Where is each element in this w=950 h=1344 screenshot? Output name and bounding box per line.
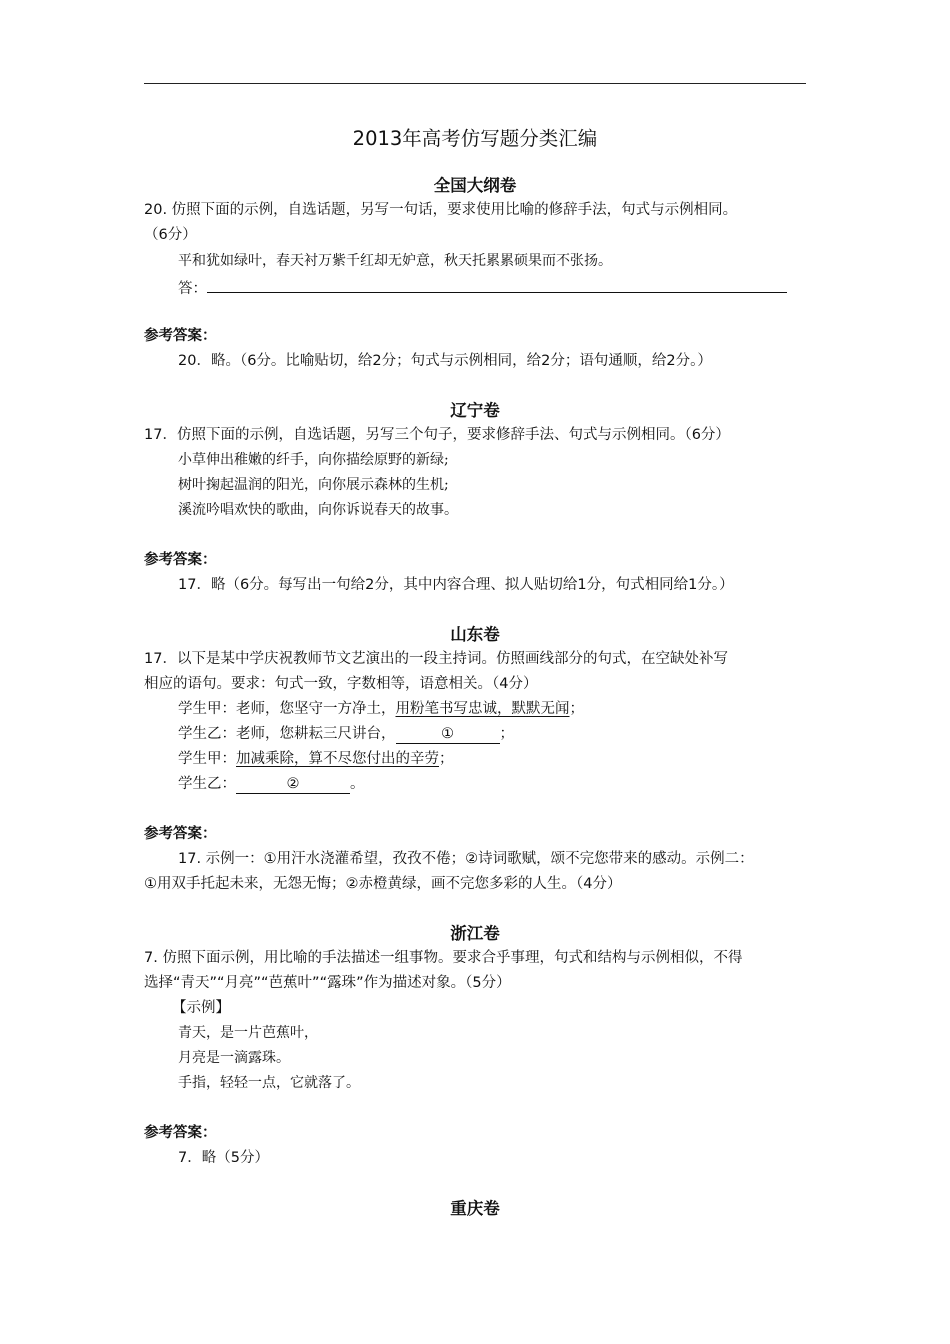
dialogue-line-2 bbox=[178, 726, 514, 744]
zhejiang-example-2: 月亮是一滴露珠。 bbox=[178, 1050, 290, 1066]
answer-20: 20．略。（6分。比喻贴切，给2分；句式与示例相同，给2分；语句通顺，给2分。） bbox=[178, 353, 712, 369]
punctuation: 。 bbox=[350, 776, 365, 792]
dialogue-text: 学生甲：老师，您坚守一方净土， bbox=[178, 701, 396, 717]
answer-heading: 参考答案： bbox=[144, 826, 217, 842]
dialogue-text: 学生乙：老师，您耕耘三尺讲台， bbox=[178, 726, 396, 742]
dialogue-line-3 bbox=[178, 751, 454, 768]
example-tag: 【示例】 bbox=[172, 1000, 230, 1016]
question-20-line1: 20. 仿照下面的示例，自选话题，另写一句话，要求使用比喻的修辞手法，句式与示例相同。 bbox=[144, 202, 738, 218]
liaoning-example-3: 溪流吟唱欢快的歌曲，向你诉说春天的故事。 bbox=[178, 502, 458, 518]
punctuation: ； bbox=[439, 751, 454, 767]
answer-heading: 参考答案： bbox=[144, 328, 217, 344]
liaoning-example-1: 小草伸出稚嫩的纤手，向你描绘原野的新绿; bbox=[178, 452, 449, 468]
section-heading-national: 全国大纲卷 bbox=[433, 176, 517, 195]
section-heading-zhejiang: 浙江卷 bbox=[450, 924, 500, 943]
section-heading-liaoning: 辽宁卷 bbox=[450, 401, 500, 420]
blank-2: ② bbox=[236, 777, 350, 794]
question-20-line2: （6分） bbox=[144, 227, 197, 243]
section-heading-shandong: 山东卷 bbox=[450, 625, 500, 644]
underlined-model-phrase: 用粉笔书写忠诚，默默无闻 bbox=[395, 701, 570, 717]
answer-label: 答： bbox=[178, 281, 207, 297]
question-20-example: 平和犹如绿叶，春天衬万紫千红却无妒意，秋天托累累硕果而不张扬。 bbox=[178, 253, 612, 269]
answer-7: 7．略（5分） bbox=[178, 1150, 269, 1166]
answer-17-shandong-line2: ①用双手托起未来，无怨无悔；②赤橙黄绿，画不完您多彩的人生。（4分） bbox=[144, 876, 622, 892]
section-heading-chongqing: 重庆卷 bbox=[450, 1199, 500, 1218]
punctuation: ； bbox=[569, 701, 584, 717]
blank-1: ① bbox=[396, 727, 500, 744]
zhejiang-example-3: 手指，轻轻一点，它就落了。 bbox=[178, 1075, 360, 1091]
punctuation: ； bbox=[499, 726, 514, 742]
zhejiang-example-1: 青天，是一片芭蕉叶， bbox=[178, 1025, 318, 1041]
header-rule bbox=[144, 83, 806, 84]
question-7-line2: 选择“青天”“月亮”“芭蕉叶”“露珠”作为描述对象。（5分） bbox=[144, 975, 511, 991]
dialogue-line-4 bbox=[178, 776, 365, 794]
document-title: 2013年高考仿写题分类汇编 bbox=[352, 127, 598, 150]
answer-line bbox=[178, 278, 787, 298]
answer-blank bbox=[207, 278, 787, 293]
underlined-model-phrase: 加减乘除，算不尽您付出的辛劳 bbox=[236, 751, 439, 767]
answer-heading: 参考答案： bbox=[144, 1125, 217, 1141]
dialogue-text: 学生乙： bbox=[178, 776, 236, 792]
dialogue-line-1 bbox=[178, 701, 584, 718]
answer-heading: 参考答案： bbox=[144, 552, 217, 568]
question-7-line1: 7. 仿照下面示例，用比喻的手法描述一组事物。要求合乎事理，句式和结构与示例相似，不得 bbox=[144, 950, 743, 966]
dialogue-text: 学生甲： bbox=[178, 751, 236, 767]
question-17-liaoning: 17．仿照下面的示例，自选话题，另写三个句子，要求修辞手法、句式与示例相同。（6分） bbox=[144, 427, 730, 443]
answer-17-liaoning: 17．略（6分。每写出一句给2分，其中内容合理、拟人贴切给1分，句式相同给1分。） bbox=[178, 577, 734, 593]
answer-17-shandong-line1: 17. 示例一：①用汗水浇灌希望，孜孜不倦；②诗词歌赋，颂不完您带来的感动。示例二： bbox=[178, 851, 754, 867]
question-17-shandong-line2: 相应的语句。要求：句式一致，字数相等，语意相关。（4分） bbox=[144, 676, 538, 692]
liaoning-example-2: 树叶掬起温润的阳光，向你展示森林的生机; bbox=[178, 477, 449, 493]
question-17-shandong-line1: 17．以下是某中学庆祝教师节文艺演出的一段主持词。仿照画线部分的句式，在空缺处补写 bbox=[144, 651, 728, 667]
